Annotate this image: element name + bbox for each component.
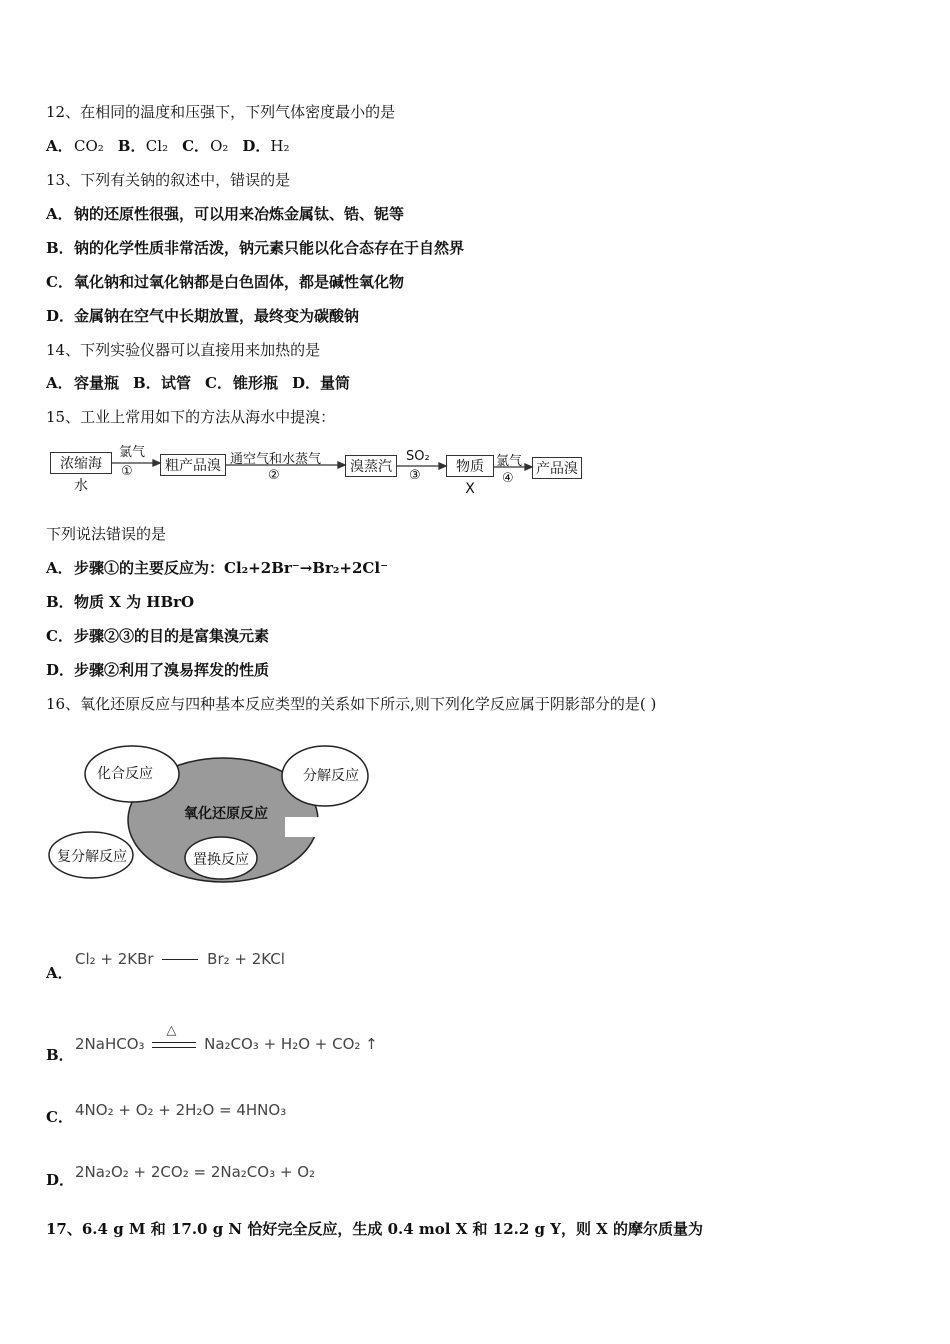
q12-option-b-letter: B．: [117, 137, 146, 155]
q16-venn-diagram: [45, 740, 375, 890]
q16-option-b-heat-symbol: △: [166, 1022, 177, 1038]
q16-option-a-letter: A．: [46, 964, 73, 982]
q16-option-c-letter: C．: [46, 1108, 73, 1126]
flow-arrowhead-4: [525, 464, 532, 470]
q12-stem: 12、在相同的温度和压强下，下列气体密度最小的是: [46, 103, 396, 121]
q13-option-b: B．钠的化学性质非常活泼，钠元素只能以化合态存在于自然界: [46, 239, 465, 257]
flow-reagent-1: 氯气: [119, 445, 146, 460]
venn-displacement-label: 置换反应: [193, 852, 249, 868]
q13-option-a: A．钠的还原性很强，可以用来冶炼金属钛、锆、铌等: [46, 205, 405, 223]
q12-option-d: H₂: [270, 137, 290, 155]
q14-option-a: 容量瓶: [74, 374, 120, 392]
q15-option-c: C．步骤②③的目的是富集溴元素: [46, 627, 270, 645]
flow-step-3: ③: [409, 468, 421, 483]
q16-option-b: [75, 1022, 378, 1053]
flow-arrowhead-3: [439, 463, 446, 469]
flow-arrowhead-2: [338, 462, 345, 468]
q16-option-b-double-line: [152, 1022, 196, 1053]
q16-option-b-letter: B．: [46, 1046, 74, 1064]
venn-combination-label: 化合反应: [97, 766, 153, 782]
flow-box-substance-x: 物质 X: [446, 455, 494, 477]
flow-step-4: ④: [502, 471, 514, 486]
q12-option-d-letter: D．: [242, 137, 271, 155]
q12-option-b: Cl₂: [145, 137, 169, 155]
flow-reagent-4: 氯气: [496, 454, 523, 469]
q16-option-d: 2Na₂O₂ + 2CO₂ = 2Na₂CO₃ + O₂: [75, 1163, 316, 1181]
flow-reagent-2: 通空气和水蒸气: [230, 452, 322, 467]
flow-step-1: ①: [121, 464, 133, 479]
q13-option-c: C．氧化钠和过氧化钠都是白色固体，都是碱性氧化物: [46, 273, 405, 291]
venn-decomposition-label: 分解反应: [303, 768, 359, 784]
q12-option-c: O₂: [210, 137, 229, 155]
q17-stem: 17、6.4 g M 和 17.0 g N 恰好完全反应，生成 0.4 mol X 和 12.2 g Y，则 X 的摩尔质量为: [46, 1220, 704, 1238]
venn-double-displacement-label: 复分解反应: [57, 849, 127, 865]
q15-prompt: 下列说法错误的是: [46, 525, 167, 543]
flow-step-2: ②: [268, 468, 280, 483]
q12-option-a: CO₂: [74, 137, 104, 155]
flow-reagent-3: SO₂: [406, 449, 430, 464]
flow-box-bromine-vapor: 溴蒸汽: [345, 455, 397, 477]
venn-blank-patch: [285, 817, 343, 837]
q16-option-b-rhs: Na₂CO₃ + H₂O + CO₂ ↑: [204, 1035, 378, 1053]
q16-option-a: [75, 950, 285, 968]
flow-box-crude-bromine: 粗产品溴: [160, 454, 226, 476]
q14-options: A．容量瓶 B．试管 C．锥形瓶 D．量筒: [46, 374, 351, 392]
q16-stem: 16、氧化还原反应与四种基本反应类型的关系如下所示,则下列化学反应属于阴影部分的是( ): [46, 695, 657, 713]
q12-options: [46, 136, 290, 156]
q16-option-b-lhs: 2NaHCO₃: [75, 1035, 145, 1053]
q13-option-d: D．金属钠在空气中长期放置，最终变为碳酸钠: [46, 307, 360, 325]
flow-box-seawater: 浓缩海水: [50, 452, 112, 474]
q16-option-a-lhs: Cl₂ + 2KBr: [75, 950, 154, 968]
q16-option-d-letter: D．: [46, 1171, 75, 1189]
q16-option-a-equals-line: [162, 959, 198, 960]
venn-redox-label: 氧化还原反应: [184, 806, 268, 822]
q15-stem: 15、工业上常用如下的方法从海水中提溴：: [46, 408, 336, 426]
q13-stem: 13、下列有关钠的叙述中，错误的是: [46, 171, 291, 189]
q15-option-a: A．步骤①的主要反应为：Cl₂+2Br⁻→Br₂+2Cl⁻: [46, 559, 388, 577]
q14-option-c: 锥形瓶: [233, 374, 279, 392]
q14-option-b: 试管: [161, 374, 192, 392]
q16-option-a-rhs: Br₂ + 2KCl: [207, 950, 285, 968]
q12-option-a-letter: A．: [46, 137, 73, 155]
q12-option-c-letter: C．: [182, 137, 210, 155]
q15-option-b: B．物质 X 为 HBrO: [46, 593, 195, 611]
q14-stem: 14、下列实验仪器可以直接用来加热的是: [46, 341, 321, 359]
flow-box-product-bromine: 产品溴: [532, 457, 582, 479]
q15-option-d: D．步骤②利用了溴易挥发的性质: [46, 661, 270, 679]
flow-arrowhead-1: [153, 460, 160, 466]
q14-option-d: 量筒: [320, 374, 351, 392]
q16-option-c: 4NO₂ + O₂ + 2H₂O = 4HNO₃: [75, 1101, 287, 1119]
